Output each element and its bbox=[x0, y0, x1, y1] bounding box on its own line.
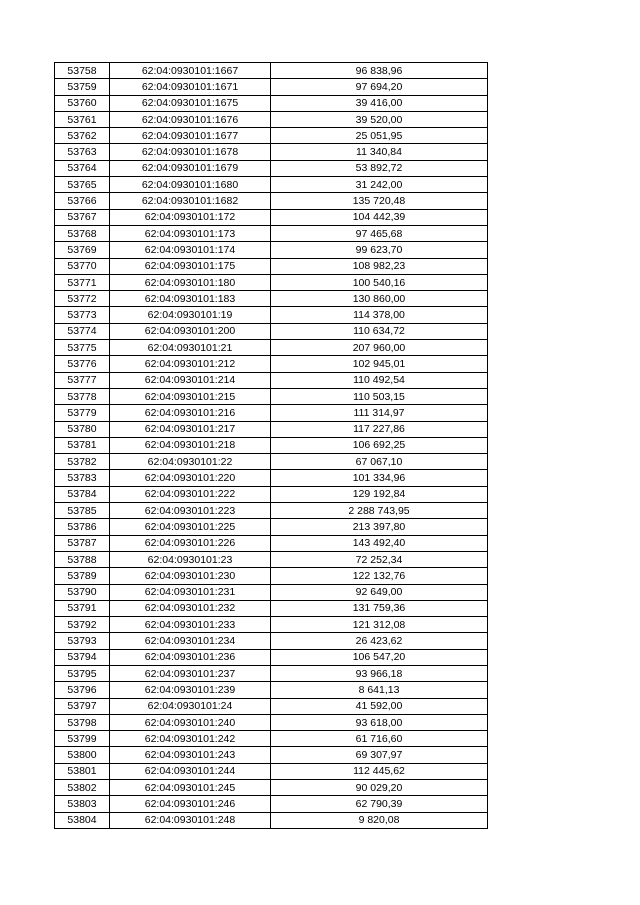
cadastral-value-cell: 93 966,18 bbox=[271, 665, 488, 681]
cadastral-number-cell: 62:04:0930101:245 bbox=[110, 780, 271, 796]
row-number-cell: 53765 bbox=[55, 177, 110, 193]
row-number-cell: 53787 bbox=[55, 535, 110, 551]
table-row bbox=[55, 763, 488, 779]
cadastral-number-cell: 62:04:0930101:214 bbox=[110, 372, 271, 388]
row-number-cell: 53800 bbox=[55, 747, 110, 763]
table-row bbox=[55, 258, 488, 274]
cadastral-number-cell: 62:04:0930101:21 bbox=[110, 340, 271, 356]
cadastral-value-cell: 31 242,00 bbox=[271, 177, 488, 193]
table-row bbox=[55, 682, 488, 698]
table-row bbox=[55, 193, 488, 209]
table-row bbox=[55, 388, 488, 404]
cadastral-number-cell: 62:04:0930101:172 bbox=[110, 209, 271, 225]
table-row bbox=[55, 486, 488, 502]
table-row bbox=[55, 421, 488, 437]
row-number-cell: 53799 bbox=[55, 731, 110, 747]
cadastral-value-cell: 121 312,08 bbox=[271, 617, 488, 633]
table-row bbox=[55, 617, 488, 633]
cadastral-number-cell: 62:04:0930101:240 bbox=[110, 714, 271, 730]
cadastral-value-cell: 61 716,60 bbox=[271, 731, 488, 747]
cadastral-number-cell: 62:04:0930101:174 bbox=[110, 242, 271, 258]
row-number-cell: 53772 bbox=[55, 291, 110, 307]
table-row bbox=[55, 242, 488, 258]
cadastral-number-cell: 62:04:0930101:1680 bbox=[110, 177, 271, 193]
cadastral-number-cell: 62:04:0930101:1678 bbox=[110, 144, 271, 160]
cadastral-value-cell: 96 838,96 bbox=[271, 63, 488, 79]
cadastral-value-cell: 2 288 743,95 bbox=[271, 503, 488, 519]
table-row bbox=[55, 568, 488, 584]
table-row bbox=[55, 600, 488, 616]
table-row bbox=[55, 323, 488, 339]
cadastral-number-cell: 62:04:0930101:243 bbox=[110, 747, 271, 763]
row-number-cell: 53771 bbox=[55, 274, 110, 290]
table-row bbox=[55, 731, 488, 747]
table-row bbox=[55, 470, 488, 486]
row-number-cell: 53763 bbox=[55, 144, 110, 160]
cadastral-number-cell: 62:04:0930101:215 bbox=[110, 388, 271, 404]
cadastral-value-cell: 93 618,00 bbox=[271, 714, 488, 730]
cadastral-value-cell: 90 029,20 bbox=[271, 780, 488, 796]
table-row bbox=[55, 63, 488, 79]
cadastral-number-cell: 62:04:0930101:226 bbox=[110, 535, 271, 551]
row-number-cell: 53803 bbox=[55, 796, 110, 812]
row-number-cell: 53761 bbox=[55, 111, 110, 127]
row-number-cell: 53759 bbox=[55, 79, 110, 95]
cadastral-number-cell: 62:04:0930101:1677 bbox=[110, 128, 271, 144]
cadastral-value-cell: 131 759,36 bbox=[271, 600, 488, 616]
row-number-cell: 53791 bbox=[55, 600, 110, 616]
table-row bbox=[55, 79, 488, 95]
cadastral-number-cell: 62:04:0930101:220 bbox=[110, 470, 271, 486]
cadastral-number-cell: 62:04:0930101:246 bbox=[110, 796, 271, 812]
cadastral-number-cell: 62:04:0930101:218 bbox=[110, 437, 271, 453]
row-number-cell: 53784 bbox=[55, 486, 110, 502]
cadastral-number-cell: 62:04:0930101:237 bbox=[110, 665, 271, 681]
cadastral-number-cell: 62:04:0930101:1682 bbox=[110, 193, 271, 209]
cadastral-value-cell: 99 623,70 bbox=[271, 242, 488, 258]
cadastral-value-cell: 9 820,08 bbox=[271, 812, 488, 828]
row-number-cell: 53774 bbox=[55, 323, 110, 339]
cadastral-value-cell: 97 465,68 bbox=[271, 225, 488, 241]
row-number-cell: 53793 bbox=[55, 633, 110, 649]
cadastral-value-cell: 39 520,00 bbox=[271, 111, 488, 127]
cadastral-value-cell: 111 314,97 bbox=[271, 405, 488, 421]
table-row bbox=[55, 340, 488, 356]
cadastral-number-cell: 62:04:0930101:216 bbox=[110, 405, 271, 421]
cadastral-number-cell: 62:04:0930101:19 bbox=[110, 307, 271, 323]
row-number-cell: 53795 bbox=[55, 665, 110, 681]
cadastral-value-cell: 106 692,25 bbox=[271, 437, 488, 453]
row-number-cell: 53768 bbox=[55, 225, 110, 241]
cadastral-value-cell: 122 132,76 bbox=[271, 568, 488, 584]
cadastral-number-cell: 62:04:0930101:173 bbox=[110, 225, 271, 241]
cadastral-value-cell: 135 720,48 bbox=[271, 193, 488, 209]
row-number-cell: 53801 bbox=[55, 763, 110, 779]
row-number-cell: 53760 bbox=[55, 95, 110, 111]
cadastral-number-cell: 62:04:0930101:232 bbox=[110, 600, 271, 616]
cadastral-number-cell: 62:04:0930101:1675 bbox=[110, 95, 271, 111]
cadastral-number-cell: 62:04:0930101:1679 bbox=[110, 160, 271, 176]
cadastral-number-cell: 62:04:0930101:200 bbox=[110, 323, 271, 339]
table-row bbox=[55, 698, 488, 714]
cadastral-value-cell: 110 492,54 bbox=[271, 372, 488, 388]
table-row bbox=[55, 356, 488, 372]
cadastral-number-cell: 62:04:0930101:175 bbox=[110, 258, 271, 274]
cadastral-value-cell: 143 492,40 bbox=[271, 535, 488, 551]
cadastral-value-cell: 26 423,62 bbox=[271, 633, 488, 649]
cadastral-number-cell: 62:04:0930101:248 bbox=[110, 812, 271, 828]
row-number-cell: 53790 bbox=[55, 584, 110, 600]
table-row bbox=[55, 454, 488, 470]
table-row bbox=[55, 225, 488, 241]
table-row bbox=[55, 437, 488, 453]
cadastral-number-cell: 62:04:0930101:244 bbox=[110, 763, 271, 779]
cadastral-value-cell: 110 634,72 bbox=[271, 323, 488, 339]
cadastral-number-cell: 62:04:0930101:22 bbox=[110, 454, 271, 470]
row-number-cell: 53788 bbox=[55, 551, 110, 567]
row-number-cell: 53762 bbox=[55, 128, 110, 144]
cadastral-value-cell: 108 982,23 bbox=[271, 258, 488, 274]
cadastral-value-cell: 25 051,95 bbox=[271, 128, 488, 144]
cadastral-value-cell: 104 442,39 bbox=[271, 209, 488, 225]
cadastral-number-cell: 62:04:0930101:180 bbox=[110, 274, 271, 290]
cadastral-number-cell: 62:04:0930101:23 bbox=[110, 551, 271, 567]
row-number-cell: 53797 bbox=[55, 698, 110, 714]
table-row bbox=[55, 274, 488, 290]
cadastral-value-cell: 53 892,72 bbox=[271, 160, 488, 176]
cadastral-value-cell: 69 307,97 bbox=[271, 747, 488, 763]
cadastral-value-cell: 97 694,20 bbox=[271, 79, 488, 95]
row-number-cell: 53780 bbox=[55, 421, 110, 437]
cadastral-number-cell: 62:04:0930101:236 bbox=[110, 649, 271, 665]
table-body bbox=[55, 63, 488, 829]
cadastral-number-cell: 62:04:0930101:239 bbox=[110, 682, 271, 698]
row-number-cell: 53804 bbox=[55, 812, 110, 828]
cadastral-value-cell: 117 227,86 bbox=[271, 421, 488, 437]
table-row bbox=[55, 160, 488, 176]
table-row bbox=[55, 584, 488, 600]
row-number-cell: 53775 bbox=[55, 340, 110, 356]
row-number-cell: 53758 bbox=[55, 63, 110, 79]
cadastral-number-cell: 62:04:0930101:24 bbox=[110, 698, 271, 714]
row-number-cell: 53776 bbox=[55, 356, 110, 372]
cadastral-value-cell: 101 334,96 bbox=[271, 470, 488, 486]
cadastral-number-cell: 62:04:0930101:1671 bbox=[110, 79, 271, 95]
table-row bbox=[55, 665, 488, 681]
row-number-cell: 53782 bbox=[55, 454, 110, 470]
cadastral-value-cell: 213 397,80 bbox=[271, 519, 488, 535]
table-row bbox=[55, 535, 488, 551]
table-row bbox=[55, 291, 488, 307]
table-row bbox=[55, 128, 488, 144]
cadastral-number-cell: 62:04:0930101:1667 bbox=[110, 63, 271, 79]
table-row bbox=[55, 649, 488, 665]
cadastral-number-cell: 62:04:0930101:183 bbox=[110, 291, 271, 307]
cadastral-number-cell: 62:04:0930101:230 bbox=[110, 568, 271, 584]
table-row bbox=[55, 519, 488, 535]
cadastral-number-cell: 62:04:0930101:231 bbox=[110, 584, 271, 600]
cadastral-value-cell: 41 592,00 bbox=[271, 698, 488, 714]
cadastral-number-cell: 62:04:0930101:234 bbox=[110, 633, 271, 649]
table-row bbox=[55, 177, 488, 193]
row-number-cell: 53785 bbox=[55, 503, 110, 519]
row-number-cell: 53770 bbox=[55, 258, 110, 274]
row-number-cell: 53794 bbox=[55, 649, 110, 665]
row-number-cell: 53789 bbox=[55, 568, 110, 584]
table-row bbox=[55, 747, 488, 763]
cadastral-value-table bbox=[54, 62, 488, 829]
cadastral-value-cell: 92 649,00 bbox=[271, 584, 488, 600]
cadastral-number-cell: 62:04:0930101:225 bbox=[110, 519, 271, 535]
cadastral-value-cell: 129 192,84 bbox=[271, 486, 488, 502]
cadastral-value-cell: 110 503,15 bbox=[271, 388, 488, 404]
cadastral-number-cell: 62:04:0930101:223 bbox=[110, 503, 271, 519]
table-row bbox=[55, 714, 488, 730]
cadastral-value-cell: 11 340,84 bbox=[271, 144, 488, 160]
table-row bbox=[55, 796, 488, 812]
row-number-cell: 53781 bbox=[55, 437, 110, 453]
cadastral-value-cell: 72 252,34 bbox=[271, 551, 488, 567]
row-number-cell: 53778 bbox=[55, 388, 110, 404]
table-row bbox=[55, 372, 488, 388]
table-row bbox=[55, 95, 488, 111]
cadastral-value-cell: 106 547,20 bbox=[271, 649, 488, 665]
row-number-cell: 53769 bbox=[55, 242, 110, 258]
row-number-cell: 53798 bbox=[55, 714, 110, 730]
row-number-cell: 53777 bbox=[55, 372, 110, 388]
row-number-cell: 53783 bbox=[55, 470, 110, 486]
row-number-cell: 53792 bbox=[55, 617, 110, 633]
cadastral-value-cell: 100 540,16 bbox=[271, 274, 488, 290]
table-row bbox=[55, 111, 488, 127]
cadastral-value-cell: 114 378,00 bbox=[271, 307, 488, 323]
cadastral-value-cell: 207 960,00 bbox=[271, 340, 488, 356]
table-row bbox=[55, 144, 488, 160]
table-row bbox=[55, 780, 488, 796]
row-number-cell: 53767 bbox=[55, 209, 110, 225]
cadastral-number-cell: 62:04:0930101:217 bbox=[110, 421, 271, 437]
cadastral-value-cell: 102 945,01 bbox=[271, 356, 488, 372]
row-number-cell: 53796 bbox=[55, 682, 110, 698]
row-number-cell: 53779 bbox=[55, 405, 110, 421]
cadastral-number-cell: 62:04:0930101:1676 bbox=[110, 111, 271, 127]
table-row bbox=[55, 307, 488, 323]
cadastral-value-cell: 62 790,39 bbox=[271, 796, 488, 812]
cadastral-value-cell: 112 445,62 bbox=[271, 763, 488, 779]
table-row bbox=[55, 812, 488, 828]
table-row bbox=[55, 633, 488, 649]
cadastral-number-cell: 62:04:0930101:242 bbox=[110, 731, 271, 747]
table-row bbox=[55, 405, 488, 421]
row-number-cell: 53773 bbox=[55, 307, 110, 323]
cadastral-value-cell: 130 860,00 bbox=[271, 291, 488, 307]
cadastral-value-cell: 8 641,13 bbox=[271, 682, 488, 698]
cadastral-number-cell: 62:04:0930101:212 bbox=[110, 356, 271, 372]
table-row bbox=[55, 503, 488, 519]
table-row bbox=[55, 551, 488, 567]
row-number-cell: 53766 bbox=[55, 193, 110, 209]
table-row bbox=[55, 209, 488, 225]
cadastral-value-cell: 39 416,00 bbox=[271, 95, 488, 111]
cadastral-number-cell: 62:04:0930101:222 bbox=[110, 486, 271, 502]
cadastral-value-cell: 67 067,10 bbox=[271, 454, 488, 470]
row-number-cell: 53802 bbox=[55, 780, 110, 796]
row-number-cell: 53786 bbox=[55, 519, 110, 535]
row-number-cell: 53764 bbox=[55, 160, 110, 176]
cadastral-number-cell: 62:04:0930101:233 bbox=[110, 617, 271, 633]
